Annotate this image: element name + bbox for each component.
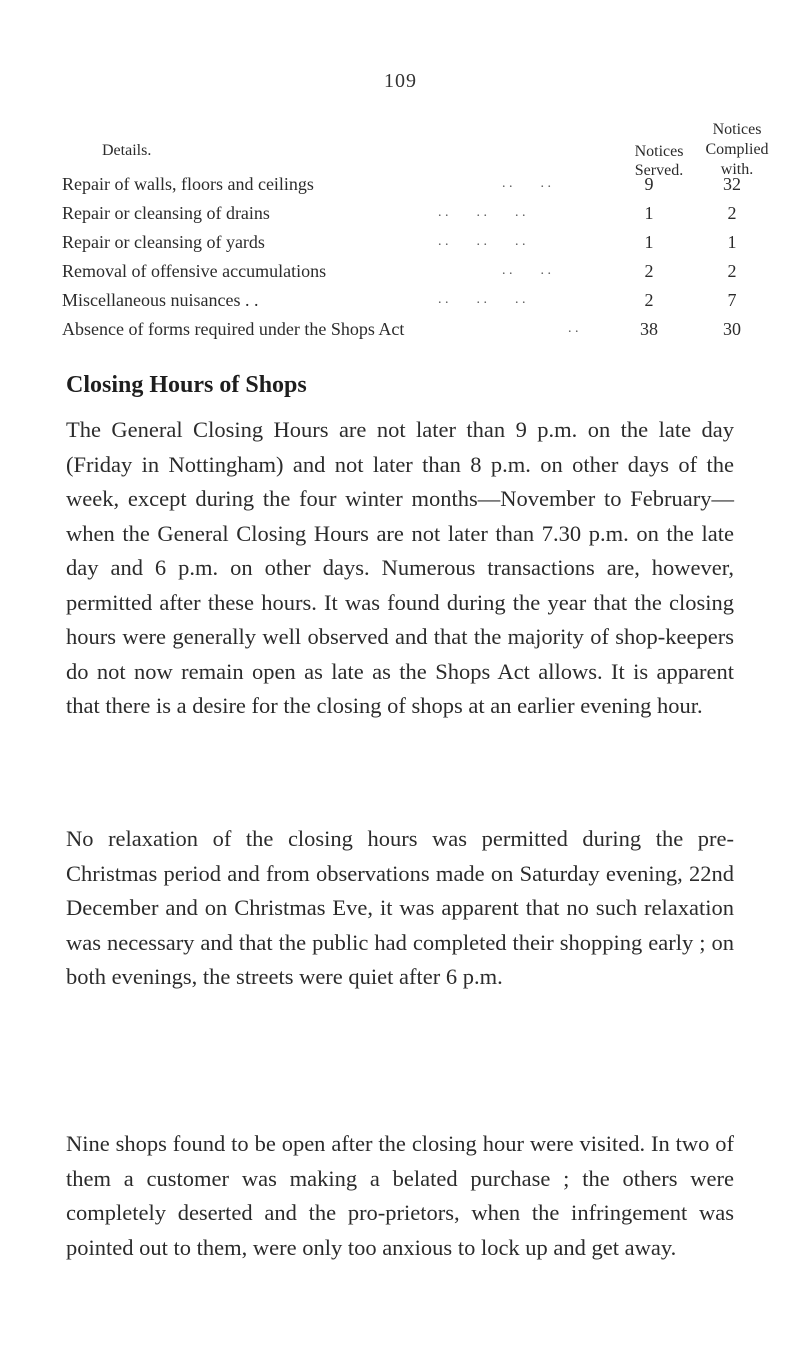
paragraph: No relaxation of the closing hours was permitted during the pre-Christmas period and from observations made on Saturday evening, 22nd December and on Christmas Eve, it was apparent that no such relaxation was necessary and that the public had completed their shopping early ; on both evenings, the streets were quiet after 6 p.m. [66,826,734,989]
table-row [62,172,741,201]
row-label: Removal of offensive accumulations [62,261,327,281]
header-served-line: Served. [634,162,684,179]
section-heading: Closing Hours of Shops [66,372,307,398]
row-dot-leader: . . . . . . [438,234,526,249]
paragraph: The General Closing Hours are not later than 9 p.m. on the late day (Friday in Nottingham) and not later than 8 p.m. on other days of the week, except during the four winter months—November to February—when the General Closing Hours are not later than 7.30 p.m. on the late day and 6 p.m. on other days. Numerous transactions are, however, permitted after these hours. It was found during the year that the closing hours were generally well observed and that the majority of shop-keepers do not now remain open as late as the Shops Act allows. It is apparent that there is a desire for the closing of shops at an earlier evening hour. [66,417,734,718]
header-complied-line: with. [720,161,754,178]
header-complied-line: Notices [712,121,762,138]
header-complied-line: Complied [705,141,769,158]
notices-complied-value: 7 [727,290,737,310]
table-row [62,259,737,288]
row-label: Miscellaneous nuisances . . [62,290,259,310]
header-notices-complied [682,120,792,180]
header-served-line: Notices [634,143,684,160]
row-label: Repair or cleansing of yards [62,232,265,252]
notices-complied-value: 2 [727,261,737,281]
row-dot-leader: . . . . [502,263,551,278]
table-header [62,112,769,179]
paragraph: Nine shops found to be open after the closing hour were visited. In two of them a customer was making a belated purchase ; the others were completely deserted and the pro-prietors, when the infringement was pointed out to them, were only too anxious to lock up and get away. [66,1131,734,1260]
row-label: Repair or cleansing of drains [62,203,270,223]
notices-served-value: 1 [644,232,654,252]
table-row [62,317,741,346]
row-dot-leader: . . [568,321,579,336]
row-dot-leader: . . . . [502,176,551,191]
notices-complied-value: 32 [723,174,741,194]
table-row [62,288,737,317]
notices-served-value: 9 [644,174,654,194]
notices-served-value: 1 [644,203,654,223]
notices-served-value: 38 [640,319,658,339]
table-row [62,230,737,259]
header-details: Details. [102,142,152,159]
notices-served-value: 2 [644,261,654,281]
notices-complied-value: 1 [727,232,737,252]
page-number: 109 [384,70,417,92]
notices-served-value: 2 [644,290,654,310]
table-row [62,201,737,230]
row-dot-leader: . . . . . . [438,292,526,307]
row-label: Absence of forms required under the Shops Act [62,319,405,339]
notices-complied-value: 30 [723,319,741,339]
row-dot-leader: . . . . . . [438,205,526,220]
row-label: Repair of walls, floors and ceilings [62,174,314,194]
notices-table [62,112,769,346]
notices-complied-value: 2 [727,203,737,223]
